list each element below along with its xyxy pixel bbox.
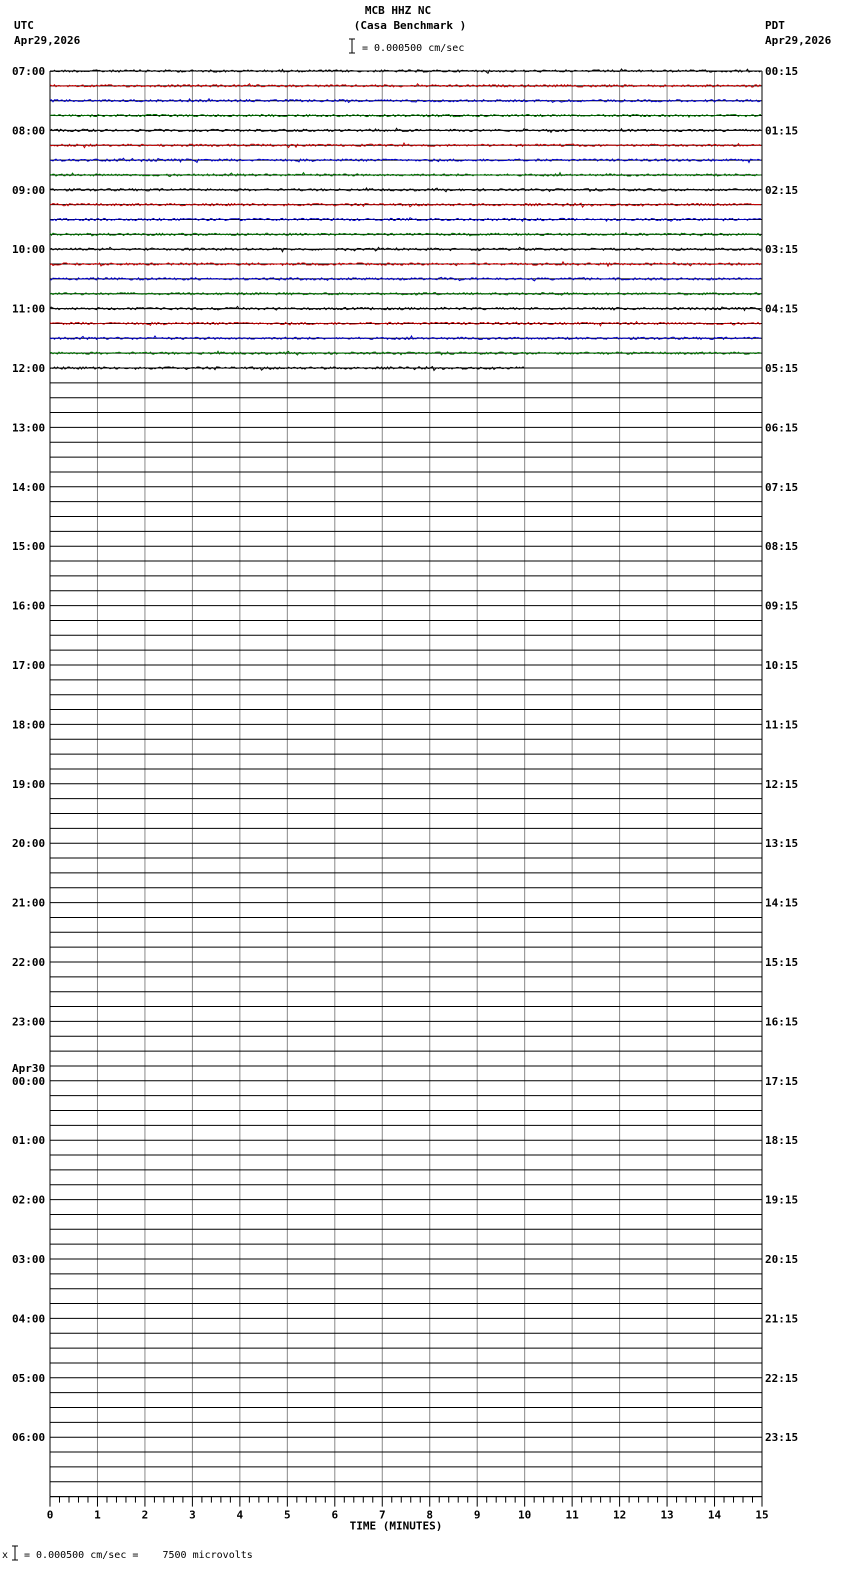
utc-hour-label: 04:00 (12, 1312, 46, 1326)
x-axis-title: TIME (MINUTES) (349, 1519, 443, 1533)
x-tick-label: 9 (473, 1508, 481, 1522)
left-timezone: UTC (14, 19, 34, 32)
x-tick-label: 4 (236, 1508, 244, 1522)
utc-hour-label: 22:00 (12, 956, 46, 969)
x-tick-label: 7 (378, 1508, 386, 1522)
utc-hour-label: 14:00 (12, 480, 46, 494)
pdt-hour-label: 17:15 (765, 1074, 799, 1088)
pdt-hour-label: 08:15 (765, 540, 799, 554)
pdt-hour-label: 14:15 (765, 896, 799, 910)
x-tick-label: 12 (612, 1508, 627, 1522)
utc-hour-label: 08:00 (12, 124, 46, 138)
pdt-hour-label: 10:15 (765, 659, 799, 672)
utc-hour-label: 23:00 (12, 1015, 46, 1029)
x-tick-label: 6 (331, 1508, 339, 1522)
utc-hour-label: 13:00 (12, 421, 46, 435)
utc-hour-label: 03:00 (12, 1253, 46, 1266)
utc-hour-label: 02:00 (12, 1193, 46, 1207)
seismic-trace (50, 351, 761, 355)
utc-date-change-label: Apr30 (12, 1061, 46, 1075)
x-tick-label: 5 (284, 1508, 291, 1522)
footer-scale-note: = 0.000500 cm/sec = 7500 microvolts (24, 1550, 253, 1561)
x-tick-label: 15 (755, 1508, 769, 1522)
utc-hour-label: 06:00 (12, 1431, 46, 1445)
utc-hour-label: 12:00 (12, 362, 46, 375)
utc-hour-label: 01:00 (12, 1134, 46, 1148)
pdt-hour-label: 04:15 (765, 302, 799, 316)
pdt-hour-label: 20:15 (765, 1253, 799, 1266)
utc-hour-label: 10:00 (12, 243, 46, 257)
pdt-hour-label: 07:15 (765, 480, 799, 494)
pdt-hour-label: 06:15 (765, 421, 799, 435)
seismic-trace (50, 233, 761, 236)
pdt-hour-label: 02:15 (765, 183, 799, 197)
pdt-hour-label: 21:15 (765, 1312, 799, 1326)
utc-hour-label: 17:00 (12, 659, 46, 672)
utc-hour-label: 07:00 (12, 65, 46, 78)
pdt-hour-label: 18:15 (765, 1134, 799, 1148)
footer-marker-icon: x (2, 1550, 9, 1561)
station-title: MCB HHZ NC (364, 4, 432, 17)
utc-hour-label: 15:00 (12, 540, 46, 554)
utc-hour-label: 16:00 (12, 599, 46, 613)
pdt-hour-label: 00:15 (765, 65, 799, 78)
footer-scale-bar-icon (10, 1545, 20, 1563)
left-date: Apr29,2026 (14, 34, 81, 47)
pdt-hour-label: 03:15 (765, 243, 799, 257)
x-tick-label: 2 (141, 1508, 149, 1522)
x-tick-label: 11 (565, 1508, 579, 1522)
utc-hour-label: 21:00 (12, 896, 46, 910)
x-tick-label: 1 (94, 1508, 101, 1522)
x-tick-label: 10 (518, 1508, 532, 1522)
scale-label: = 0.000500 cm/sec (362, 43, 465, 54)
pdt-hour-label: 01:15 (765, 124, 799, 138)
utc-hour-label: 20:00 (12, 837, 46, 851)
pdt-hour-label: 09:15 (765, 599, 799, 613)
station-site: (Casa Benchmark ) (353, 19, 467, 32)
utc-hour-label: 11:00 (12, 302, 46, 316)
pdt-hour-label: 16:15 (765, 1015, 799, 1029)
pdt-hour-label: 13:15 (765, 837, 799, 851)
utc-hour-label: 18:00 (12, 718, 46, 732)
pdt-hour-label: 22:15 (765, 1371, 799, 1385)
utc-hour-label: 19:00 (12, 777, 46, 791)
x-tick-label: 0 (46, 1508, 54, 1522)
utc-hour-label: 09:00 (12, 183, 46, 197)
x-tick-label: 14 (707, 1508, 722, 1522)
utc-hour-label: 05:00 (12, 1371, 46, 1385)
pdt-hour-label: 12:15 (765, 777, 799, 791)
pdt-hour-label: 11:15 (765, 718, 799, 732)
pdt-hour-label: 19:15 (765, 1193, 799, 1207)
pdt-hour-label: 05:15 (765, 362, 799, 375)
x-tick-label: 13 (660, 1508, 674, 1522)
x-tick-label: 3 (189, 1508, 196, 1522)
x-tick-label: 8 (426, 1508, 434, 1522)
right-timezone: PDT (765, 19, 785, 32)
right-date: Apr29,2026 (765, 34, 832, 47)
seismic-trace (50, 247, 761, 251)
utc-hour-label: 00:00 (12, 1074, 46, 1088)
pdt-hour-label: 15:15 (765, 956, 799, 969)
pdt-hour-label: 23:15 (765, 1431, 799, 1445)
seismic-trace (50, 336, 761, 339)
